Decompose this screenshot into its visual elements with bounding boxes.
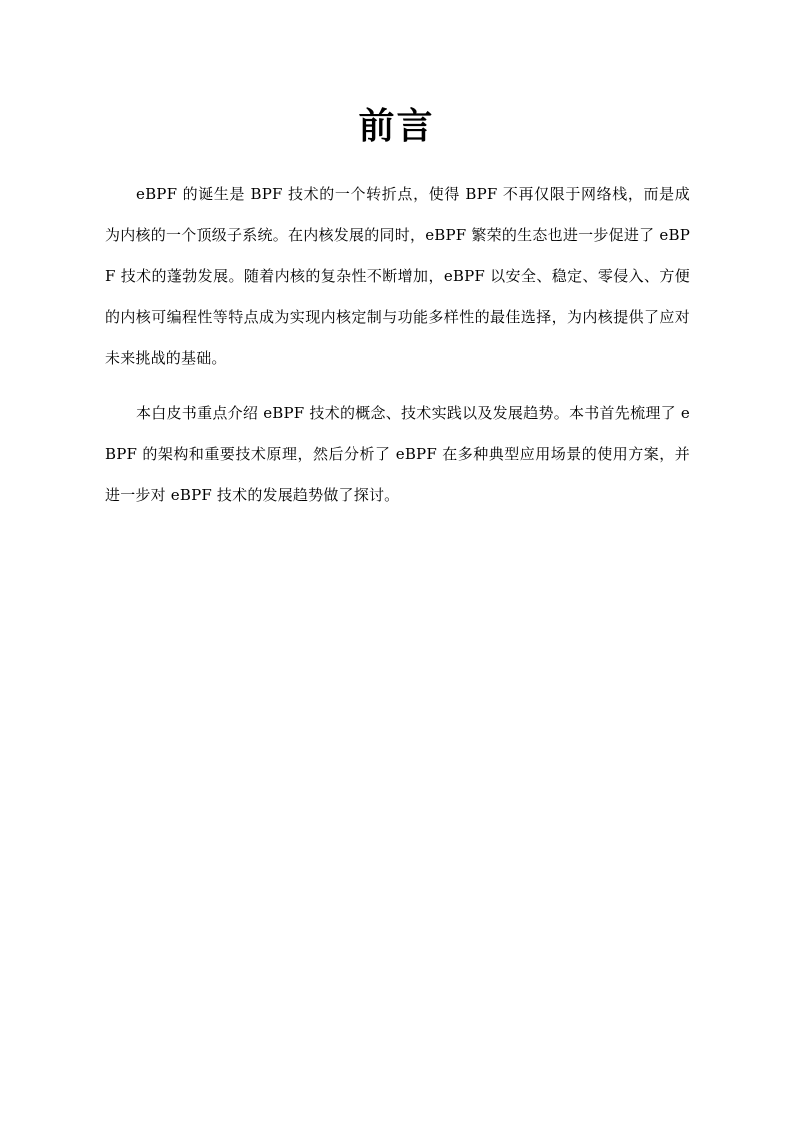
body-text — [105, 174, 690, 530]
page-title: 前言 — [358, 105, 435, 147]
paragraph-summary: 本白皮书重点介绍 eBPF 技术的概念、技术实践以及发展趋势。本书首先梳理了 eBPF 的架构和重要技术原理，然后分析了 eBPF 在多种典型应用场景的使用方案，并进一步对 eBPF 技术的发展趋势做了探讨。 — [105, 404, 690, 504]
paragraph-intro: eBPF 的诞生是 BPF 技术的一个转折点，使得 BPF 不再仅限于网络栈，而是成为内核的一个顶级子系统。在内核发展的同时，eBPF 繁荣的生态也进一步促进了 eBPF 技术的蓬勃发展。随着内核的复杂性不断增加，eBPF 以安全、稳定、零侵入、方便的内核可编程性等特点成为实现内核定制与功能多样性的最佳选择，为内核提供了应对未来挑战的基础。 — [105, 185, 690, 367]
